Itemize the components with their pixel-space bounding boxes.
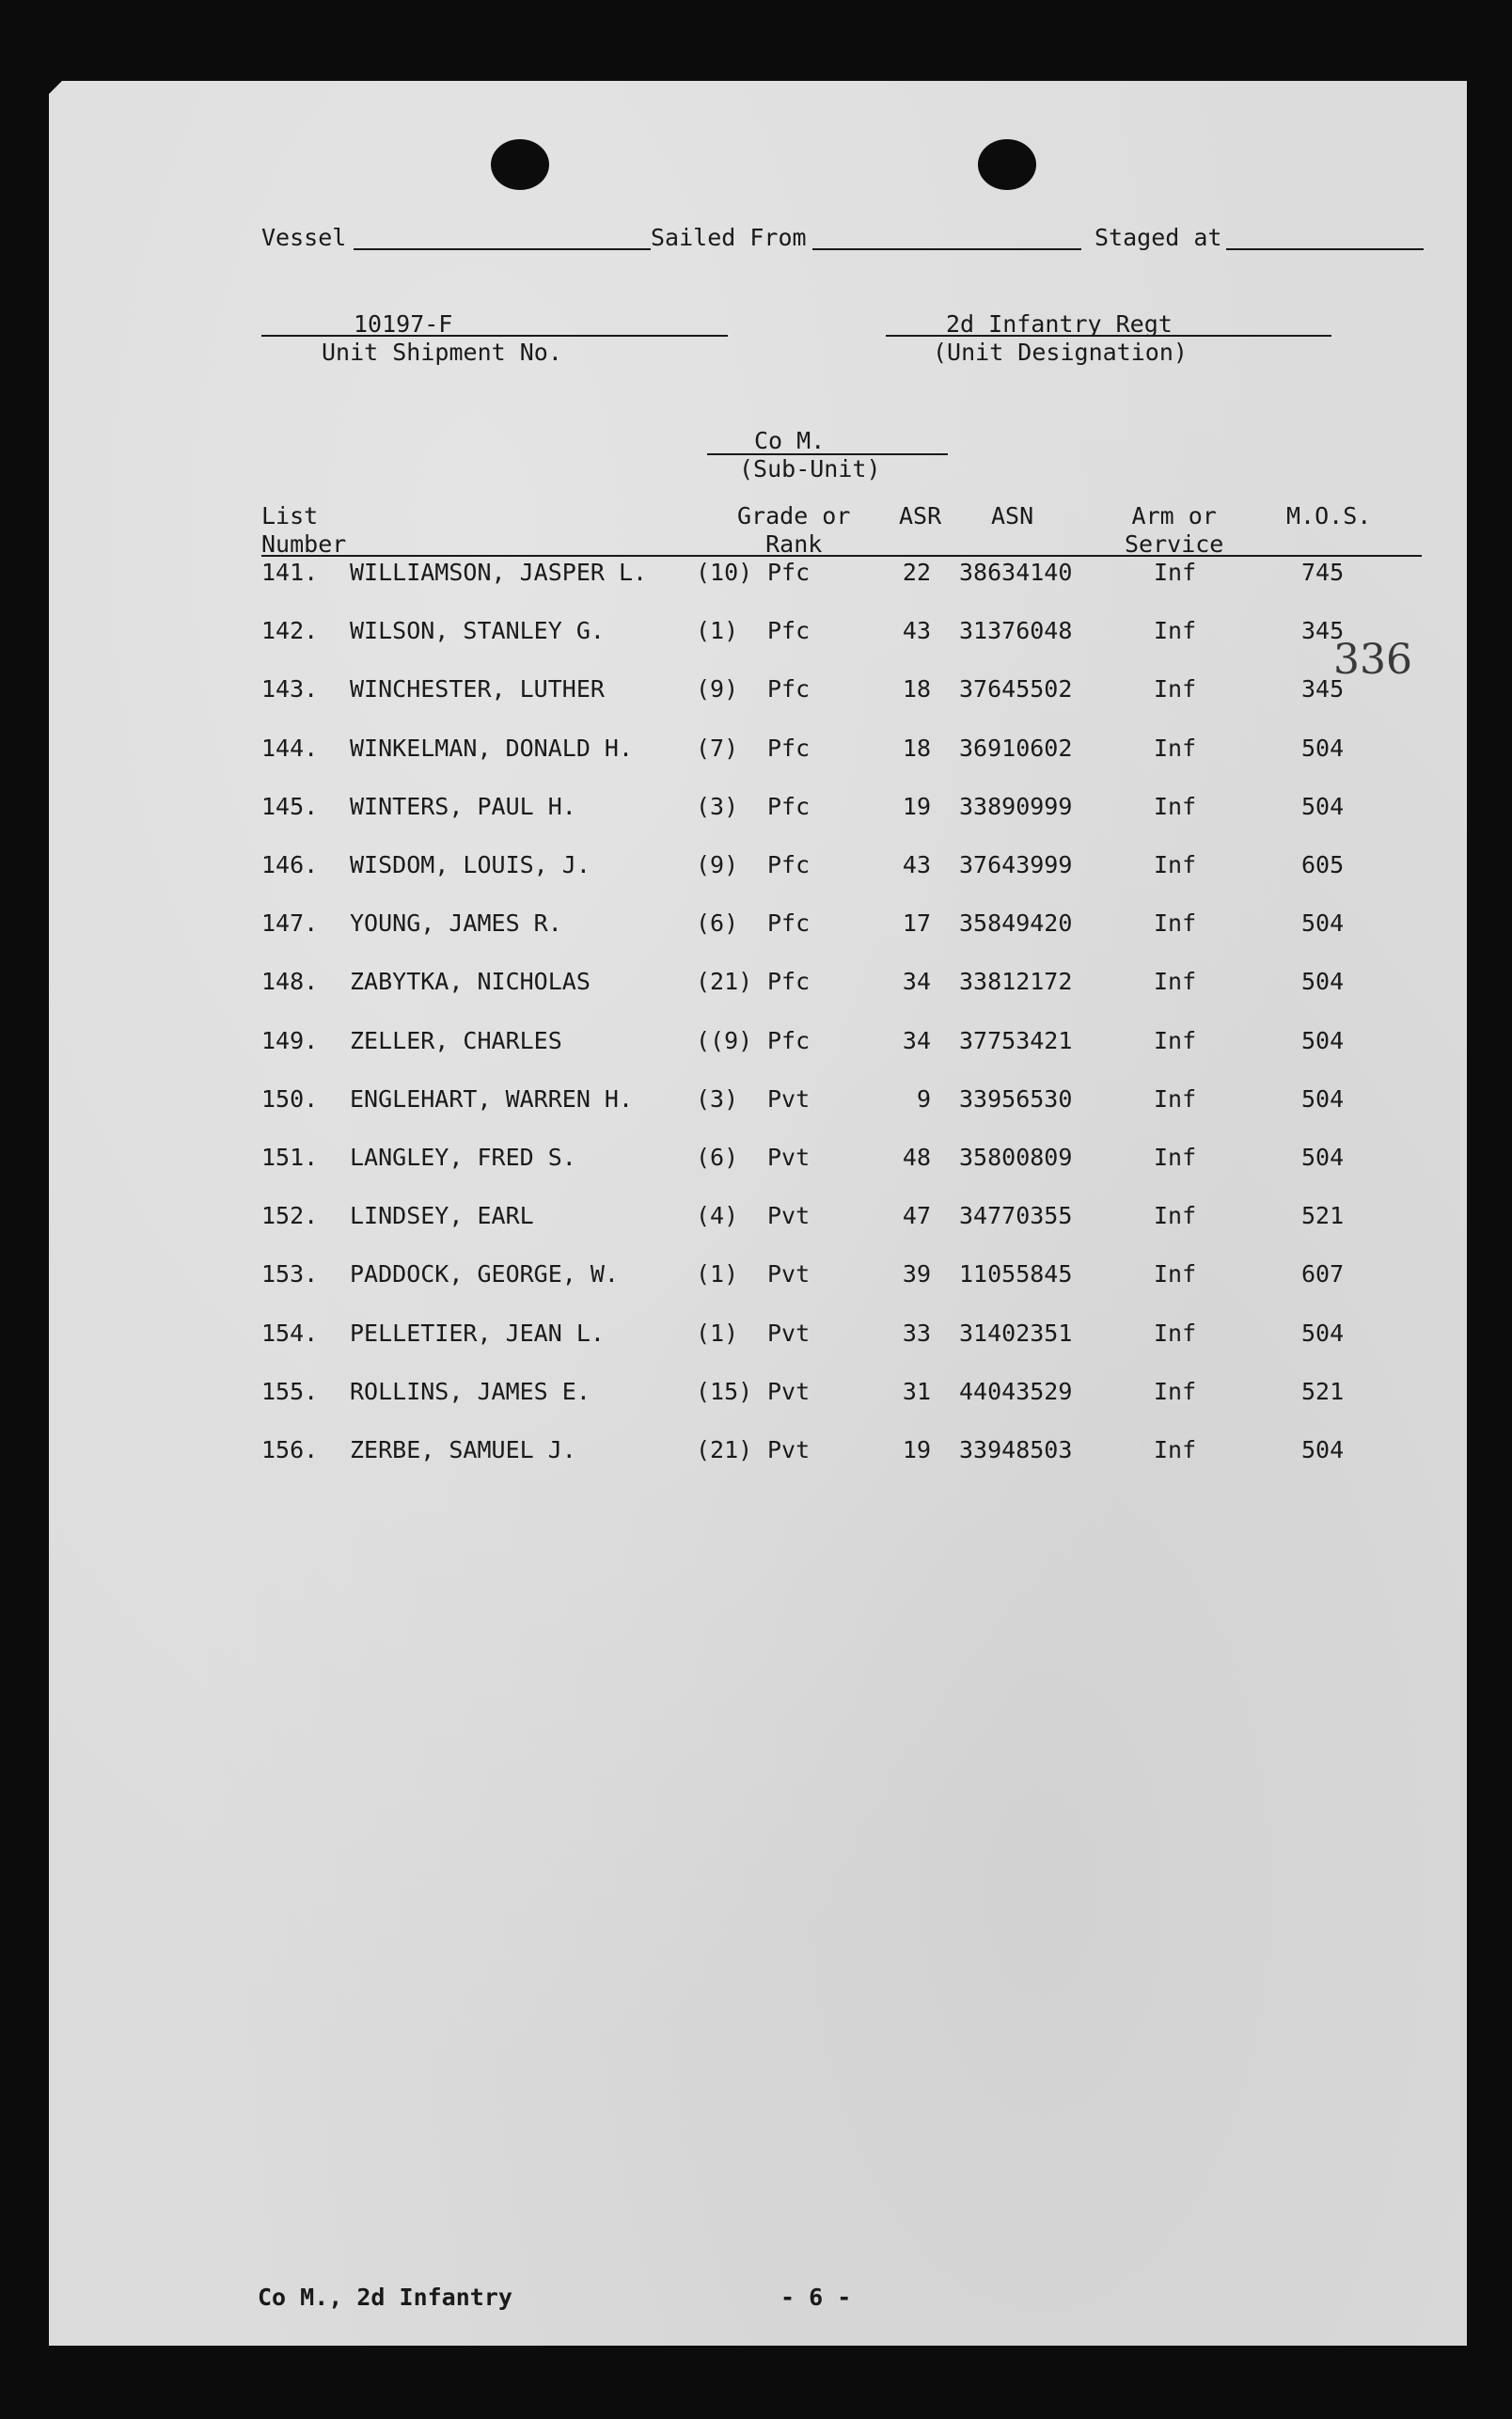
soldier-name: ZABYTKA, NICHOLAS — [350, 968, 591, 995]
rank: Pvt — [767, 1202, 811, 1229]
soldier-name: PADDOCK, GEORGE, W. — [350, 1260, 619, 1288]
mos-code: 521 — [1301, 1202, 1345, 1229]
rank: Pfc — [767, 735, 811, 762]
serial-number: 44043529 — [959, 1378, 1073, 1405]
shipment-number-underline — [261, 335, 728, 337]
page-stamp: 336 — [1333, 636, 1412, 684]
mos-code: 504 — [1301, 909, 1345, 937]
grade-code: (21) — [696, 968, 753, 995]
rank: Pvt — [767, 1436, 811, 1463]
table-row — [0, 1144, 1512, 1176]
serial-number: 35800809 — [959, 1144, 1073, 1171]
table-row — [0, 1320, 1512, 1352]
asr-score: 19 — [902, 793, 931, 820]
col-list-number-line1: List — [261, 502, 319, 530]
list-number: 156. — [261, 1436, 319, 1463]
grade-code: (10) — [696, 559, 753, 586]
table-row — [0, 735, 1512, 767]
sailed-from-blank — [812, 248, 1081, 250]
grade-code: (3) — [696, 1085, 739, 1113]
col-asr: ASR — [899, 502, 942, 530]
col-arm-or-service — [1125, 502, 1223, 559]
rank: Pvt — [767, 1260, 811, 1288]
arm-of-service: Inf — [1154, 1027, 1197, 1054]
soldier-name: LANGLEY, FRED S. — [350, 1144, 576, 1171]
grade-code: (15) — [696, 1378, 753, 1405]
arm-of-service: Inf — [1154, 735, 1197, 762]
table-row — [0, 1027, 1512, 1059]
list-number: 143. — [261, 675, 319, 703]
table-row — [0, 1085, 1512, 1117]
soldier-name: PELLETIER, JEAN L. — [350, 1320, 605, 1347]
arm-of-service: Inf — [1154, 675, 1197, 703]
rank: Pfc — [767, 793, 811, 820]
mos-code: 504 — [1301, 1144, 1345, 1171]
serial-number: 33812172 — [959, 968, 1073, 995]
mos-code: 521 — [1301, 1378, 1345, 1405]
asr-score: 18 — [902, 735, 931, 762]
list-number: 153. — [261, 1260, 319, 1288]
serial-number: 33948503 — [959, 1436, 1073, 1463]
list-number: 150. — [261, 1085, 319, 1113]
table-row — [0, 851, 1512, 883]
asr-score: 34 — [902, 968, 931, 995]
unit-designation-label: (Unit Designation) — [933, 339, 1188, 366]
rank: Pfc — [767, 617, 811, 644]
soldier-name: ENGLEHART, WARREN H. — [350, 1085, 634, 1113]
col-grade-or-rank — [737, 502, 850, 559]
asr-score: 18 — [902, 675, 931, 703]
vessel-blank — [354, 248, 651, 250]
sub-unit: Co M. — [754, 427, 826, 454]
arm-of-service: Inf — [1154, 851, 1197, 878]
mos-code: 504 — [1301, 1436, 1345, 1463]
serial-number: 33890999 — [959, 793, 1073, 820]
col-arm-line1: Arm or — [1131, 502, 1217, 530]
mos-code: 504 — [1301, 968, 1345, 995]
punch-hole-left — [491, 139, 549, 190]
mos-code: 607 — [1301, 1260, 1345, 1288]
arm-of-service: Inf — [1154, 1260, 1197, 1288]
rank: Pfc — [767, 909, 811, 937]
soldier-name: ROLLINS, JAMES E. — [350, 1378, 591, 1405]
table-row — [0, 1202, 1512, 1234]
col-grade-line1: Grade or — [737, 502, 851, 530]
rank: Pfc — [767, 968, 811, 995]
mos-code: 745 — [1301, 559, 1345, 586]
mos-code: 605 — [1301, 851, 1345, 878]
soldier-name: ZERBE, SAMUEL J. — [350, 1436, 576, 1463]
col-grade-line2: Rank — [765, 530, 823, 558]
rank: Pfc — [767, 851, 811, 878]
list-number: 148. — [261, 968, 319, 995]
serial-number: 34770355 — [959, 1202, 1073, 1229]
rank: Pvt — [767, 1378, 811, 1405]
serial-number: 37753421 — [959, 1027, 1073, 1054]
soldier-name: YOUNG, JAMES R. — [350, 909, 562, 937]
arm-of-service: Inf — [1154, 793, 1197, 820]
table-row — [0, 1436, 1512, 1468]
serial-number: 38634140 — [959, 559, 1073, 586]
soldier-name: WILSON, STANLEY G. — [350, 617, 605, 644]
soldier-name: ZELLER, CHARLES — [350, 1027, 562, 1054]
arm-of-service: Inf — [1154, 909, 1197, 937]
mos-code: 504 — [1301, 1085, 1345, 1113]
grade-code: (6) — [696, 1144, 739, 1171]
list-number: 155. — [261, 1378, 319, 1405]
list-number: 141. — [261, 559, 319, 586]
col-list-number-line2: Number — [261, 530, 347, 558]
grade-code: (3) — [696, 793, 739, 820]
asr-score: 48 — [902, 1144, 931, 1171]
asr-score: 17 — [902, 909, 931, 937]
arm-of-service: Inf — [1154, 1378, 1197, 1405]
staged-at-blank — [1226, 248, 1424, 250]
sub-unit-label: (Sub-Unit) — [739, 455, 881, 482]
rank: Pvt — [767, 1144, 811, 1171]
rank: Pfc — [767, 1027, 811, 1054]
table-row — [0, 675, 1512, 707]
asr-score: 43 — [902, 617, 931, 644]
grade-code: (1) — [696, 1260, 739, 1288]
asr-score: 19 — [902, 1436, 931, 1463]
vessel-label: Vessel — [261, 224, 347, 251]
asr-score: 22 — [902, 559, 931, 586]
mos-code: 504 — [1301, 1320, 1345, 1347]
grade-code: (9) — [696, 675, 739, 703]
arm-of-service: Inf — [1154, 1144, 1197, 1171]
table-row — [0, 559, 1512, 591]
list-number: 142. — [261, 617, 319, 644]
soldier-name: WILLIAMSON, JASPER L. — [350, 559, 648, 586]
punch-hole-right — [978, 139, 1036, 190]
serial-number: 35849420 — [959, 909, 1073, 937]
soldier-name: WINTERS, PAUL H. — [350, 793, 576, 820]
grade-code: (21) — [696, 1436, 753, 1463]
mos-code: 504 — [1301, 793, 1345, 820]
table-row — [0, 617, 1512, 649]
asr-score: 43 — [902, 851, 931, 878]
serial-number: 31402351 — [959, 1320, 1073, 1347]
mos-code: 504 — [1301, 735, 1345, 762]
serial-number: 36910602 — [959, 735, 1073, 762]
rank: Pfc — [767, 559, 811, 586]
asr-score: 39 — [902, 1260, 931, 1288]
grade-code: (4) — [696, 1202, 739, 1229]
arm-of-service: Inf — [1154, 1202, 1197, 1229]
col-asn: ASN — [991, 502, 1034, 530]
asr-score: 47 — [902, 1202, 931, 1229]
arm-of-service: Inf — [1154, 968, 1197, 995]
grade-code: (7) — [696, 735, 739, 762]
table-row — [0, 1260, 1512, 1292]
arm-of-service: Inf — [1154, 617, 1197, 644]
list-number: 151. — [261, 1144, 319, 1171]
mos-code: 504 — [1301, 1027, 1345, 1054]
grade-code: (1) — [696, 617, 739, 644]
shipment-number: 10197-F — [354, 310, 453, 338]
arm-of-service: Inf — [1154, 559, 1197, 586]
footer-page-number: - 6 - — [780, 2284, 852, 2311]
table-row — [0, 909, 1512, 941]
asr-score: 33 — [902, 1320, 931, 1347]
table-row — [0, 1378, 1512, 1410]
list-number: 144. — [261, 735, 319, 762]
table-row — [0, 793, 1512, 825]
col-arm-line2: Service — [1125, 530, 1224, 558]
serial-number: 37645502 — [959, 675, 1073, 703]
shipment-number-label: Unit Shipment No. — [322, 339, 562, 366]
arm-of-service: Inf — [1154, 1085, 1197, 1113]
serial-number: 11055845 — [959, 1260, 1073, 1288]
grade-code: ((9) — [696, 1027, 753, 1054]
soldier-name: LINDSEY, EARL — [350, 1202, 534, 1229]
grade-code: (1) — [696, 1320, 739, 1347]
serial-number: 37643999 — [959, 851, 1073, 878]
sailed-from-label: Sailed From — [651, 224, 807, 251]
staged-at-label: Staged at — [1095, 224, 1222, 251]
asr-score: 31 — [902, 1378, 931, 1405]
asr-score: 34 — [902, 1027, 931, 1054]
list-number: 146. — [261, 851, 319, 878]
header-rule — [261, 555, 1422, 557]
footer-unit: Co M., 2d Infantry — [258, 2284, 512, 2311]
col-mos: M.O.S. — [1286, 502, 1372, 530]
col-list-number — [261, 502, 346, 559]
mos-code: 345 — [1301, 617, 1345, 644]
serial-number: 31376048 — [959, 617, 1073, 644]
unit-designation: 2d Infantry Regt — [946, 310, 1173, 338]
rank: Pvt — [767, 1320, 811, 1347]
soldier-name: WINKELMAN, DONALD H. — [350, 735, 634, 762]
arm-of-service: Inf — [1154, 1320, 1197, 1347]
mos-code: 345 — [1301, 675, 1345, 703]
serial-number: 33956530 — [959, 1085, 1073, 1113]
rank: Pfc — [767, 675, 811, 703]
list-number: 145. — [261, 793, 319, 820]
unit-designation-underline — [886, 335, 1331, 337]
rank: Pvt — [767, 1085, 811, 1113]
grade-code: (9) — [696, 851, 739, 878]
list-number: 149. — [261, 1027, 319, 1054]
grade-code: (6) — [696, 909, 739, 937]
list-number: 147. — [261, 909, 319, 937]
table-row — [0, 968, 1512, 1000]
list-number: 154. — [261, 1320, 319, 1347]
soldier-name: WINCHESTER, LUTHER — [350, 675, 605, 703]
asr-score: 9 — [916, 1085, 931, 1113]
list-number: 152. — [261, 1202, 319, 1229]
soldier-name: WISDOM, LOUIS, J. — [350, 851, 591, 878]
arm-of-service: Inf — [1154, 1436, 1197, 1463]
